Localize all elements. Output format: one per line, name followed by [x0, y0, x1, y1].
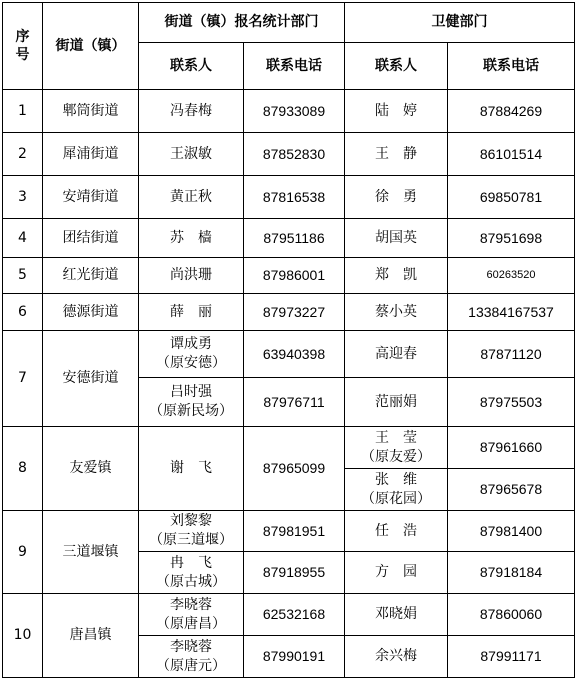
- table-row: [3, 427, 575, 469]
- health-phone: 60263520: [448, 258, 575, 294]
- stat-contact: 苏 樯: [139, 219, 244, 258]
- contact-name: 李晓蓉: [170, 638, 212, 655]
- stat-contact: 尚洪珊: [139, 258, 244, 294]
- header-phone: 联系电话: [448, 43, 575, 90]
- health-phone: 86101514: [448, 133, 575, 176]
- health-phone: 87918184: [448, 552, 575, 594]
- seq-cell: 1: [3, 90, 43, 133]
- street-cell: 安德街道: [43, 331, 139, 427]
- health-contact: 王 静: [345, 133, 448, 176]
- health-contact: 郑 凯: [345, 258, 448, 294]
- health-contact: 蔡小英: [345, 294, 448, 331]
- health-contact: [345, 427, 448, 469]
- stat-phone: 87981951: [244, 511, 345, 552]
- health-contact: 高迎春: [345, 331, 448, 378]
- seq-cell: 8: [3, 427, 43, 511]
- seq-cell: 4: [3, 219, 43, 258]
- seq-cell: 2: [3, 133, 43, 176]
- street-cell: 德源街道: [43, 294, 139, 331]
- stat-phone: 87976711: [244, 378, 345, 427]
- table-row: [3, 594, 575, 636]
- seq-cell: 5: [3, 258, 43, 294]
- header-phone: 联系电话: [244, 43, 345, 90]
- contact-note: （原古城）: [156, 573, 226, 590]
- header-seq: 序号: [3, 3, 43, 90]
- health-contact: 任 浩: [345, 511, 448, 552]
- health-phone: 87951698: [448, 219, 575, 258]
- header-contact: 联系人: [345, 43, 448, 90]
- health-phone: 87965678: [448, 469, 575, 511]
- header-contact: 联系人: [139, 43, 244, 90]
- contact-name: 冉 飞: [170, 554, 212, 571]
- contact-name: 吕时强: [170, 384, 212, 400]
- health-phone: 13384167537: [448, 294, 575, 331]
- health-contact: [345, 469, 448, 511]
- stat-contact: 冯春梅: [139, 90, 244, 133]
- contact-note: （原唐元）: [156, 657, 226, 674]
- seq-cell: 6: [3, 294, 43, 331]
- health-contact: 邓晓娟: [345, 594, 448, 636]
- health-phone: 87991171: [448, 636, 575, 678]
- table-row: [3, 258, 575, 294]
- stat-contact: [139, 331, 244, 378]
- stat-contact: [139, 594, 244, 636]
- stat-phone: 87816538: [244, 176, 345, 219]
- stat-phone: 87852830: [244, 133, 345, 176]
- header-health-dept: 卫健部门: [345, 3, 575, 43]
- street-cell: 红光街道: [43, 258, 139, 294]
- stat-phone: 87973227: [244, 294, 345, 331]
- stat-phone: 87933089: [244, 90, 345, 133]
- health-phone: 87981400: [448, 511, 575, 552]
- stat-contact: [139, 552, 244, 594]
- stat-contact: 谢 飞: [139, 427, 244, 511]
- stat-contact: 薛 丽: [139, 294, 244, 331]
- health-phone: 87975503: [448, 378, 575, 427]
- stat-phone: 87951186: [244, 219, 345, 258]
- stat-contact: [139, 636, 244, 678]
- health-contact: 方 园: [345, 552, 448, 594]
- stat-phone: 87918955: [244, 552, 345, 594]
- health-contact: 徐 勇: [345, 176, 448, 219]
- health-phone: 69850781: [448, 176, 575, 219]
- street-cell: 团结街道: [43, 219, 139, 258]
- table-row: [3, 294, 575, 331]
- stat-phone: 63940398: [244, 331, 345, 378]
- stat-phone: 87965099: [244, 427, 345, 511]
- street-cell: 犀浦街道: [43, 133, 139, 176]
- stat-phone: 62532168: [244, 594, 345, 636]
- health-phone: 87871120: [448, 331, 575, 378]
- contact-note: （原新民场）: [149, 403, 233, 419]
- table-row: [3, 133, 575, 176]
- street-cell: 安靖街道: [43, 176, 139, 219]
- table-row: [3, 90, 575, 133]
- contact-note: （原唐昌）: [156, 615, 226, 632]
- seq-cell: 7: [3, 331, 43, 427]
- header-row: [3, 3, 575, 43]
- health-phone: 87884269: [448, 90, 575, 133]
- contact-note: （原安德）: [156, 355, 226, 371]
- seq-cell: 3: [3, 176, 43, 219]
- stat-contact: [139, 378, 244, 427]
- contact-note: （原花园）: [361, 490, 431, 507]
- contact-table: [2, 2, 575, 678]
- health-contact: 胡国英: [345, 219, 448, 258]
- table-row: [3, 331, 575, 378]
- street-cell: 唐昌镇: [43, 594, 139, 678]
- contact-name: 王 莹: [375, 429, 417, 446]
- contact-name: 张 维: [375, 471, 417, 488]
- street-cell: 三道堰镇: [43, 511, 139, 594]
- stat-contact: 王淑敏: [139, 133, 244, 176]
- street-cell: 友爱镇: [43, 427, 139, 511]
- contact-name: 李晓蓉: [170, 596, 212, 613]
- header-stat-dept: 街道（镇）报名统计部门: [139, 3, 345, 43]
- health-phone: 87860060: [448, 594, 575, 636]
- health-phone: 87961660: [448, 427, 575, 469]
- stat-phone: 87990191: [244, 636, 345, 678]
- contact-note: （原三道堰）: [149, 532, 233, 548]
- health-contact: 余兴梅: [345, 636, 448, 678]
- table-row: [3, 176, 575, 219]
- seq-cell: 10: [3, 594, 43, 678]
- seq-cell: 9: [3, 511, 43, 594]
- stat-contact: 黄正秋: [139, 176, 244, 219]
- health-contact: 陆 婷: [345, 90, 448, 133]
- table-row: [3, 219, 575, 258]
- stat-contact: [139, 511, 244, 552]
- contact-name: 谭成勇: [170, 336, 212, 352]
- contact-note: （原友爱）: [361, 448, 431, 465]
- contact-name: 刘黎黎: [170, 513, 212, 529]
- header-street: 街道（镇）: [43, 3, 139, 90]
- health-contact: 范丽娟: [345, 378, 448, 427]
- table-row: [3, 511, 575, 552]
- street-cell: 郫筒街道: [43, 90, 139, 133]
- stat-phone: 87986001: [244, 258, 345, 294]
